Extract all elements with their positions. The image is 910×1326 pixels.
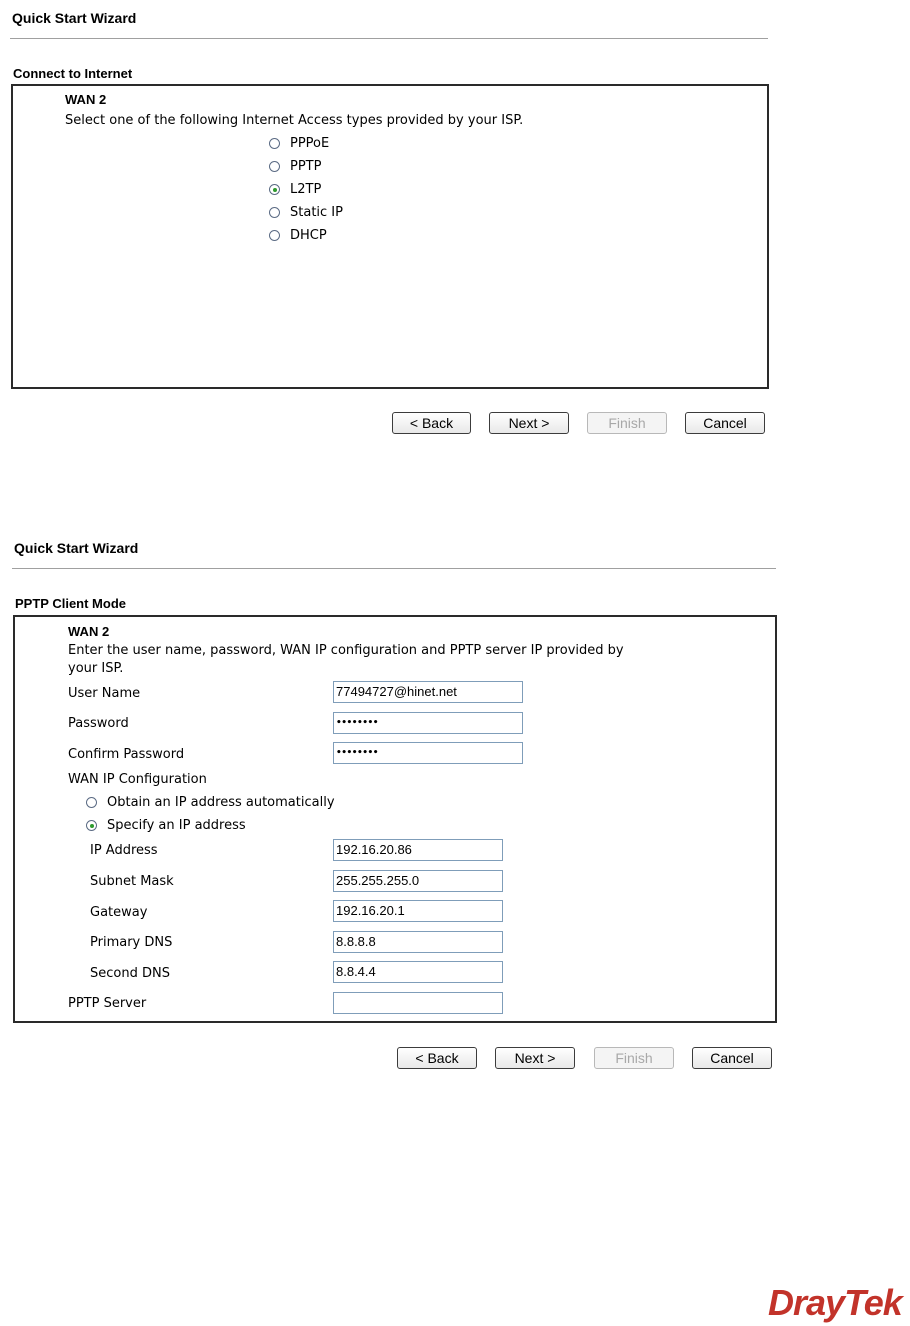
radio-static-ip[interactable]	[269, 207, 280, 218]
primary-dns-input[interactable]: 8.8.8.8	[333, 931, 503, 953]
password-input[interactable]: ••••••••	[333, 712, 523, 734]
finish-button[interactable]: Finish	[587, 412, 667, 434]
subnet-mask-input[interactable]: 255.255.255.0	[333, 870, 503, 892]
instruction-text: Enter the user name, password, WAN IP configuration and PPTP server IP provided by	[68, 643, 624, 658]
back-button[interactable]: < Back	[392, 412, 471, 434]
confirm-password-input[interactable]: ••••••••	[333, 742, 523, 764]
logo-part-dray: Dray	[768, 1282, 845, 1323]
radio-pptp[interactable]	[269, 161, 280, 172]
confirm-password-label: Confirm Password	[68, 747, 185, 762]
subnet-mask-label: Subnet Mask	[90, 874, 174, 889]
wizard-title: Quick Start Wizard	[12, 10, 137, 26]
section-title: PPTP Client Mode	[15, 596, 126, 611]
instruction-text: Select one of the following Internet Access types provided by your ISP.	[65, 113, 524, 128]
second-dns-input[interactable]: 8.8.4.4	[333, 961, 503, 983]
back-button[interactable]: < Back	[397, 1047, 477, 1069]
option-label: DHCP	[290, 228, 327, 243]
instruction-text-cont: your ISP.	[68, 661, 124, 676]
radio-specify-ip[interactable]	[86, 820, 97, 831]
ip-address-label: IP Address	[90, 843, 158, 858]
user-name-input[interactable]: 77494727@hinet.net	[333, 681, 523, 703]
radio-pppoe[interactable]	[269, 138, 280, 149]
radio-dhcp[interactable]	[269, 230, 280, 241]
wan-ip-config-label: WAN IP Configuration	[68, 772, 207, 787]
second-dns-label: Second DNS	[90, 966, 170, 981]
radio-obtain-ip[interactable]	[86, 797, 97, 808]
primary-dns-label: Primary DNS	[90, 935, 173, 950]
gateway-input[interactable]: 192.16.20.1	[333, 900, 503, 922]
wizard-title: Quick Start Wizard	[14, 540, 139, 556]
ip-address-input[interactable]: 192.16.20.86	[333, 839, 503, 861]
finish-button[interactable]: Finish	[594, 1047, 674, 1069]
title-divider	[10, 38, 768, 39]
draytek-logo	[768, 1282, 902, 1324]
pptp-server-label: PPTP Server	[68, 996, 147, 1011]
option-label: PPPoE	[290, 136, 330, 151]
connect-panel	[11, 84, 769, 389]
option-label: L2TP	[290, 182, 322, 197]
title-divider	[12, 568, 776, 569]
password-label: Password	[68, 716, 129, 731]
option-label: PPTP	[290, 159, 322, 174]
option-label: Static IP	[290, 205, 343, 220]
cancel-button[interactable]: Cancel	[692, 1047, 772, 1069]
wan-label: WAN 2	[65, 92, 107, 107]
next-button[interactable]: Next >	[489, 412, 569, 434]
next-button[interactable]: Next >	[495, 1047, 575, 1069]
wan-label: WAN 2	[68, 624, 110, 639]
section-title: Connect to Internet	[13, 66, 133, 81]
gateway-label: Gateway	[90, 905, 148, 920]
cancel-button[interactable]: Cancel	[685, 412, 765, 434]
user-name-label: User Name	[68, 686, 141, 701]
logo-part-tek: Tek	[844, 1282, 902, 1323]
pptp-server-input[interactable]	[333, 992, 503, 1014]
radio-l2tp[interactable]	[269, 184, 280, 195]
option-label: Obtain an IP address automatically	[107, 795, 335, 810]
option-label: Specify an IP address	[107, 818, 246, 833]
pptp-panel	[13, 615, 777, 1023]
